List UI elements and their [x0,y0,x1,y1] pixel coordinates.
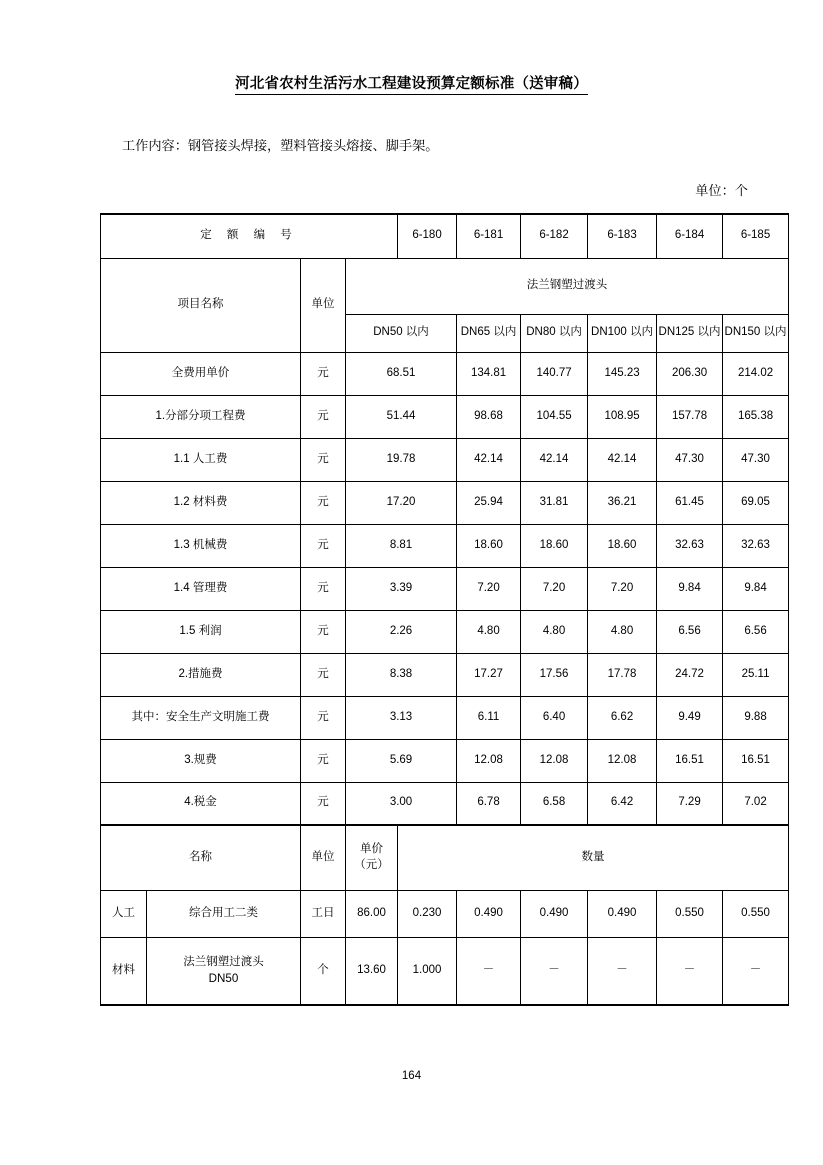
row-unit: 元 [301,395,346,438]
resource-value-0: 0.230 [398,890,457,937]
table-row [101,567,789,610]
row-value-1: 7.20 [457,567,521,610]
resource-value-4: － [657,937,723,1005]
unit-note: 单位：个 [695,183,748,198]
quota-table-wrapper [100,213,787,1006]
resource-quantity-header: 数量 [398,825,789,890]
table-row [101,782,789,825]
resource-price: 13.60 [346,937,398,1005]
row-value-1: 17.27 [457,653,521,696]
row-value-0: 3.13 [346,696,457,739]
resource-price: 86.00 [346,890,398,937]
row-value-4: 6.56 [657,610,723,653]
row-value-0: 17.20 [346,481,457,524]
quota-code-label: 定 额 编 号 [101,214,398,258]
row-value-5: 7.02 [723,782,789,825]
row-value-4: 157.78 [657,395,723,438]
row-label: 1.分部分项工程费 [101,395,301,438]
row-value-5: 25.11 [723,653,789,696]
resource-price-header [346,825,398,890]
quota-table [100,213,789,1006]
row-value-5: 9.84 [723,567,789,610]
row-value-5: 9.88 [723,696,789,739]
row-value-1: 4.80 [457,610,521,653]
row-label: 1.5 利润 [101,610,301,653]
resource-category: 人工 [101,890,147,937]
resource-value-2: － [521,937,588,1005]
quota-code-0: 6-180 [398,214,457,258]
row-value-3: 108.95 [588,395,657,438]
resource-category: 材料 [101,937,147,1005]
table-row-quota-code [101,214,789,258]
resource-value-5: － [723,937,789,1005]
row-value-4: 9.49 [657,696,723,739]
table-row [101,481,789,524]
row-value-3: 42.14 [588,438,657,481]
row-label: 1.1 人工费 [101,438,301,481]
quota-code-1: 6-181 [457,214,521,258]
table-row-resource [101,937,789,1005]
resource-value-4: 0.550 [657,890,723,937]
row-value-4: 7.29 [657,782,723,825]
row-value-3: 12.08 [588,739,657,782]
unit-header: 单位 [301,258,346,352]
row-label: 2.措施费 [101,653,301,696]
row-value-0: 51.44 [346,395,457,438]
row-value-1: 6.78 [457,782,521,825]
row-value-2: 42.14 [521,438,588,481]
table-row [101,653,789,696]
row-value-0: 8.38 [346,653,457,696]
row-value-1: 98.68 [457,395,521,438]
row-unit: 元 [301,696,346,739]
table-row [101,610,789,653]
row-label: 1.2 材料费 [101,481,301,524]
table-row [101,438,789,481]
row-unit: 元 [301,782,346,825]
row-value-5: 214.02 [723,352,789,395]
row-value-5: 32.63 [723,524,789,567]
row-value-2: 7.20 [521,567,588,610]
table-row-group-header [101,258,789,314]
row-unit: 元 [301,739,346,782]
resource-value-5: 0.550 [723,890,789,937]
row-value-4: 61.45 [657,481,723,524]
row-value-1: 134.81 [457,352,521,395]
row-value-4: 16.51 [657,739,723,782]
row-value-2: 104.55 [521,395,588,438]
spec-header-3: DN100 以内 [588,314,657,352]
resource-name-line1: 法兰钢塑过渡头 [183,956,264,969]
resource-value-1: 0.490 [457,890,521,937]
row-value-0: 8.81 [346,524,457,567]
resource-value-3: － [588,937,657,1005]
resource-name-header: 名称 [101,825,301,890]
row-value-0: 3.00 [346,782,457,825]
row-value-5: 6.56 [723,610,789,653]
row-value-0: 2.26 [346,610,457,653]
spec-header-4: DN125 以内 [657,314,723,352]
row-value-1: 42.14 [457,438,521,481]
row-value-4: 206.30 [657,352,723,395]
spec-header-5: DN150 以内 [723,314,789,352]
row-value-3: 7.20 [588,567,657,610]
resource-unit-header: 单位 [301,825,346,890]
page-number: 164 [401,1070,422,1082]
row-value-5: 69.05 [723,481,789,524]
row-value-3: 36.21 [588,481,657,524]
row-value-2: 140.77 [521,352,588,395]
table-row-resource [101,890,789,937]
row-value-3: 6.62 [588,696,657,739]
row-value-5: 47.30 [723,438,789,481]
work-content-line: 工作内容：钢管接头焊接，塑料管接头熔接、脚手架。 [122,138,439,153]
row-value-4: 47.30 [657,438,723,481]
row-value-3: 18.60 [588,524,657,567]
row-unit: 元 [301,438,346,481]
row-value-5: 165.38 [723,395,789,438]
row-unit: 元 [301,352,346,395]
row-unit: 元 [301,481,346,524]
row-value-4: 32.63 [657,524,723,567]
row-label: 3.规费 [101,739,301,782]
row-value-0: 5.69 [346,739,457,782]
row-value-3: 145.23 [588,352,657,395]
row-label: 1.4 管理费 [101,567,301,610]
row-label: 1.3 机械费 [101,524,301,567]
row-value-3: 6.42 [588,782,657,825]
resource-name-line2: DN50 [208,971,239,985]
row-label: 4.税金 [101,782,301,825]
row-value-0: 19.78 [346,438,457,481]
row-value-1: 18.60 [457,524,521,567]
row-unit: 元 [301,653,346,696]
row-value-5: 16.51 [723,739,789,782]
row-label: 全费用单价 [101,352,301,395]
table-row [101,352,789,395]
row-value-1: 25.94 [457,481,521,524]
resource-name [147,937,301,1005]
row-value-4: 24.72 [657,653,723,696]
row-value-0: 68.51 [346,352,457,395]
row-unit: 元 [301,610,346,653]
table-row-resource-header [101,825,789,890]
row-value-3: 4.80 [588,610,657,653]
row-value-1: 12.08 [457,739,521,782]
row-value-4: 9.84 [657,567,723,610]
table-row [101,739,789,782]
page-title-text: 河北省农村生活污水工程建设预算定额标准（送审稿） [235,76,588,95]
page-title [0,72,823,93]
resource-price-header-line1: 单价 [360,843,384,856]
quota-code-2: 6-182 [521,214,588,258]
row-unit: 元 [301,567,346,610]
project-name-header: 项目名称 [101,258,301,352]
spec-header-1: DN65 以内 [457,314,521,352]
resource-unit: 个 [301,937,346,1005]
resource-price-header-line2: （元） [354,858,389,871]
table-row [101,395,789,438]
row-value-2: 6.40 [521,696,588,739]
resource-value-0: 1.000 [398,937,457,1005]
row-value-0: 3.39 [346,567,457,610]
row-value-3: 17.78 [588,653,657,696]
row-label: 其中：安全生产文明施工费 [101,696,301,739]
quota-code-5: 6-185 [723,214,789,258]
row-unit: 元 [301,524,346,567]
spec-header-0: DN50 以内 [346,314,457,352]
resource-name: 综合用工二类 [147,890,301,937]
table-row [101,524,789,567]
row-value-2: 12.08 [521,739,588,782]
row-value-2: 18.60 [521,524,588,567]
row-value-2: 17.56 [521,653,588,696]
spec-header-2: DN80 以内 [521,314,588,352]
row-value-2: 6.58 [521,782,588,825]
quota-code-3: 6-183 [588,214,657,258]
quota-code-4: 6-184 [657,214,723,258]
resource-value-3: 0.490 [588,890,657,937]
resource-value-1: － [457,937,521,1005]
row-value-2: 31.81 [521,481,588,524]
row-value-2: 4.80 [521,610,588,653]
table-row [101,696,789,739]
resource-value-2: 0.490 [521,890,588,937]
resource-unit: 工日 [301,890,346,937]
group-header: 法兰钢塑过渡头 [346,258,789,314]
row-value-1: 6.11 [457,696,521,739]
